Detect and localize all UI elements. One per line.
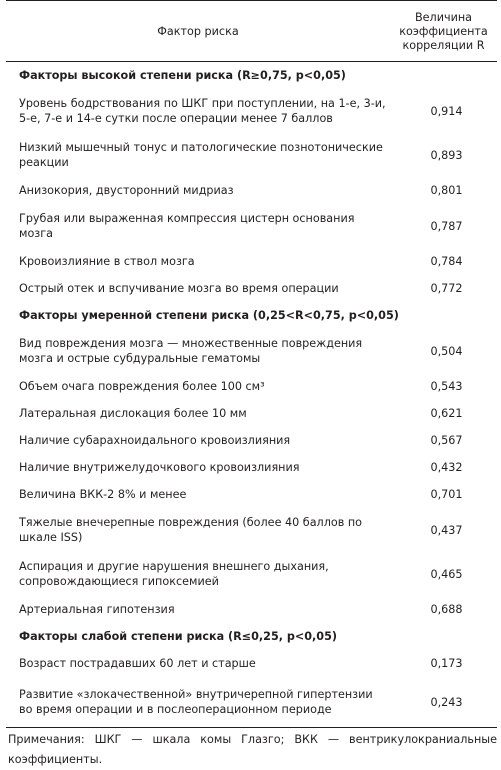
table-row xyxy=(6,133,497,177)
table-row xyxy=(6,248,497,275)
risk-factor-cell: Латеральная дислокация более 10 мм xyxy=(19,407,247,420)
risk-factor-cell: Кровоизлияние в ствол мозга xyxy=(19,255,195,268)
correlation-value-cell: 0,437 xyxy=(430,523,463,537)
risk-factor-cell: Низкий мышечный тонус и патологические познотонические реакции xyxy=(19,141,383,169)
header-factor: Фактор риска xyxy=(6,1,390,62)
risk-factor-cell: Аспирация и другие нарушения внешнего дыхания, сопровождающиеся гипоксемией xyxy=(19,560,329,588)
table-row xyxy=(6,508,497,552)
risk-factor-cell: Тяжелые внечерепные повреждения (более 40 баллов по шкале ISS) xyxy=(19,516,363,544)
table-row xyxy=(6,373,497,400)
correlation-value-cell: 0,688 xyxy=(430,603,463,616)
correlation-value-cell: 0,432 xyxy=(430,461,463,474)
correlation-value-cell: 0,772 xyxy=(430,282,463,295)
header-coef-line: корреляции R xyxy=(402,39,485,52)
header-coefficient xyxy=(390,1,497,62)
risk-factor-cell: Вид повреждения мозга — множественные повреждения мозга и острые субдуральные гематомы xyxy=(19,337,363,365)
risk-factor-cell: Уровень бодрствования по ШКГ при поступлении, на 1-е, 3-и, 5-е, 7-е и 14-е сутки после операции менее 7 баллов xyxy=(19,97,386,125)
correlation-value-cell: 0,543 xyxy=(430,380,463,393)
table-note: Примечания: ШКГ — шкала комы Глазго; ВКК — вентрикулокраниальные коэффициенты. xyxy=(8,733,497,766)
correlation-value-cell: 0,465 xyxy=(430,567,463,581)
table-row xyxy=(6,329,497,373)
table-row xyxy=(6,89,497,133)
table-row xyxy=(6,552,497,596)
risk-factor-cell: Острый отек и вспучивание мозга во время операции xyxy=(19,282,339,295)
correlation-value-cell: 0,173 xyxy=(430,657,463,670)
table-row xyxy=(6,427,497,454)
risk-factor-cell: Возраст пострадавших 60 лет и старше xyxy=(19,657,256,670)
risk-factor-cell: Грубая или выраженная компрессия цистерн основания мозга xyxy=(19,212,355,240)
table-row xyxy=(6,481,497,508)
section-title: Факторы умеренной степени риска (0,25<R<0,75, p<0,05) xyxy=(19,309,399,322)
table-row xyxy=(6,650,497,677)
risk-factor-cell: Анизокория, двусторонний мидриаз xyxy=(19,184,234,197)
risk-factor-cell: Развитие «злокачественной» внутричерепной гипертензии во время операции и в послеоперационном периоде xyxy=(6,677,390,728)
section-header-row xyxy=(6,62,497,90)
section-header-row xyxy=(6,623,497,650)
table-row xyxy=(6,177,497,204)
header-coef-line: коэффициента xyxy=(399,25,488,38)
table-row xyxy=(6,677,497,728)
section-title: Факторы слабой степени риска (R≤0,25, p<0,05) xyxy=(19,630,337,643)
table-body xyxy=(6,62,497,728)
table-row xyxy=(6,454,497,481)
correlation-value-cell: 0,504 xyxy=(430,344,463,358)
correlation-value-cell: 0,914 xyxy=(430,104,463,118)
risk-factor-cell: Наличие субарахноидального кровоизлияния xyxy=(19,434,291,447)
correlation-value-cell: 0,893 xyxy=(430,148,463,162)
correlation-value-cell: 0,801 xyxy=(430,184,463,197)
correlation-value-cell: 0,784 xyxy=(430,255,463,268)
risk-factor-cell: Величина ВКК-2 8% и менее xyxy=(19,488,187,501)
risk-factor-cell: Наличие внутрижелудочкового кровоизлияния xyxy=(19,461,300,474)
table-row xyxy=(6,204,497,248)
section-header-row xyxy=(6,302,497,329)
correlation-value-cell: 0,787 xyxy=(430,219,463,233)
table-row xyxy=(6,596,497,623)
table-row xyxy=(6,275,497,302)
risk-factor-cell: Артериальная гипотензия xyxy=(19,603,175,616)
correlation-value-cell: 0,621 xyxy=(430,407,463,420)
header-coef-line: Величина xyxy=(414,11,473,24)
table-header-row xyxy=(6,1,497,62)
table-row xyxy=(6,400,497,427)
correlation-value-cell: 0,243 xyxy=(390,677,497,728)
section-title: Факторы высокой степени риска (R≥0,75, p<0,05) xyxy=(19,69,346,82)
risk-factor-cell: Объем очага повреждения более 100 см³ xyxy=(19,380,265,393)
risk-factor-table xyxy=(6,0,497,728)
correlation-value-cell: 0,701 xyxy=(430,488,463,501)
correlation-value-cell: 0,567 xyxy=(430,434,463,447)
